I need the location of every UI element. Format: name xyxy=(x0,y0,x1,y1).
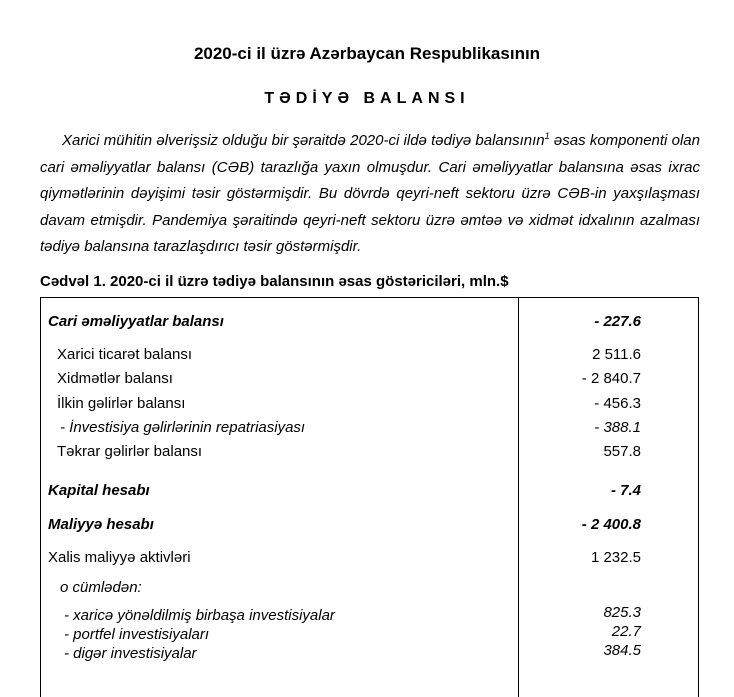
document-title: 2020-ci il üzrə Azərbaycan Respublikasının xyxy=(193,44,541,63)
row-label: - portfel investisiyaları xyxy=(64,626,210,643)
document-subtitle: TƏDİYƏ BALANSI xyxy=(264,90,470,107)
row-label: Xarici ticarət balansı xyxy=(57,346,193,363)
row-label: Xidmətlər balansı xyxy=(57,370,173,387)
table-row-services-balance xyxy=(40,369,699,389)
row-label: Kapital hesabı xyxy=(48,482,150,499)
row-value: 1 232.5 xyxy=(590,549,641,566)
table-caption: Cədvəl 1. 2020-ci il üzrə tədiyə balansının əsas göstəriciləri, mln.$ xyxy=(40,273,509,290)
table-row-including xyxy=(40,578,699,598)
row-label: Cari əməliyyatlar balansı xyxy=(48,313,224,330)
intro-paragraph xyxy=(40,123,700,261)
table-row-secondary-income xyxy=(40,442,699,462)
table-row-primary-income xyxy=(40,394,699,414)
paragraph-text-start: Xarici mühitin əlverişsiz olduğu bir şəraitdə 2020-ci ildə tədiyə balansının xyxy=(62,132,545,149)
row-value: - 2 840.7 xyxy=(581,370,641,387)
footnote-mark: 1 xyxy=(544,131,550,141)
row-value: 557.8 xyxy=(603,443,641,460)
row-label: Təkrar gəlirlər balansı xyxy=(57,443,203,460)
row-value: 22.7 xyxy=(611,623,641,640)
table-row-capital-account xyxy=(40,481,699,501)
row-label: - digər investisiyalar xyxy=(64,645,197,662)
row-value: 2 511.6 xyxy=(592,346,641,363)
table-row-financial-account xyxy=(40,515,699,535)
table-row-other-investment xyxy=(40,644,699,664)
row-label: Maliyyə hesabı xyxy=(48,516,154,533)
table-row-portfolio-investment xyxy=(40,625,699,645)
row-label: İlkin gəlirlər balansı xyxy=(57,395,186,412)
row-value: 384.5 xyxy=(603,642,641,659)
row-value: 825.3 xyxy=(603,604,641,621)
row-label: o cümlədən: xyxy=(60,579,142,596)
table-row-net-financial-assets xyxy=(40,548,699,568)
row-value: - 456.3 xyxy=(594,395,641,412)
table-row-direct-investment xyxy=(40,606,699,626)
row-value: - 7.4 xyxy=(610,482,641,499)
row-value: - 227.6 xyxy=(594,313,641,330)
row-label: - xaricə yönəldilmiş birbaşa investisiyalar xyxy=(64,607,335,624)
paragraph-text-end: əsas komponenti olan cari əməliyyatlar balansı (CƏB) tarazlığa yaxın olmuşdur. Cari əməliyyatlar balansına əsas ixrac qiymətlərinin dəyişimi təsir göstərmişdir. Bu dövrdə qeyri-neft sektoru üzrə CƏB-in yaxşılaşması davam etmişdir. Pandemiya şəraitində qeyri-neft sektoru üzrə əmtəə və xidmət idxalının azalması tədiyə balansına tarazlaşdırıcı təsir göstərmişdir. xyxy=(40,132,700,255)
row-value: - 2 400.8 xyxy=(581,516,641,533)
row-value: - 388.1 xyxy=(594,419,641,436)
table-row-current-account xyxy=(40,312,699,332)
table-row-trade-balance xyxy=(40,345,699,365)
row-label: - İnvestisiya gəlirlərinin repatriasiyası xyxy=(60,419,306,436)
table-row-investment-income xyxy=(40,418,699,438)
row-label: Xalis maliyyə aktivləri xyxy=(48,549,191,566)
